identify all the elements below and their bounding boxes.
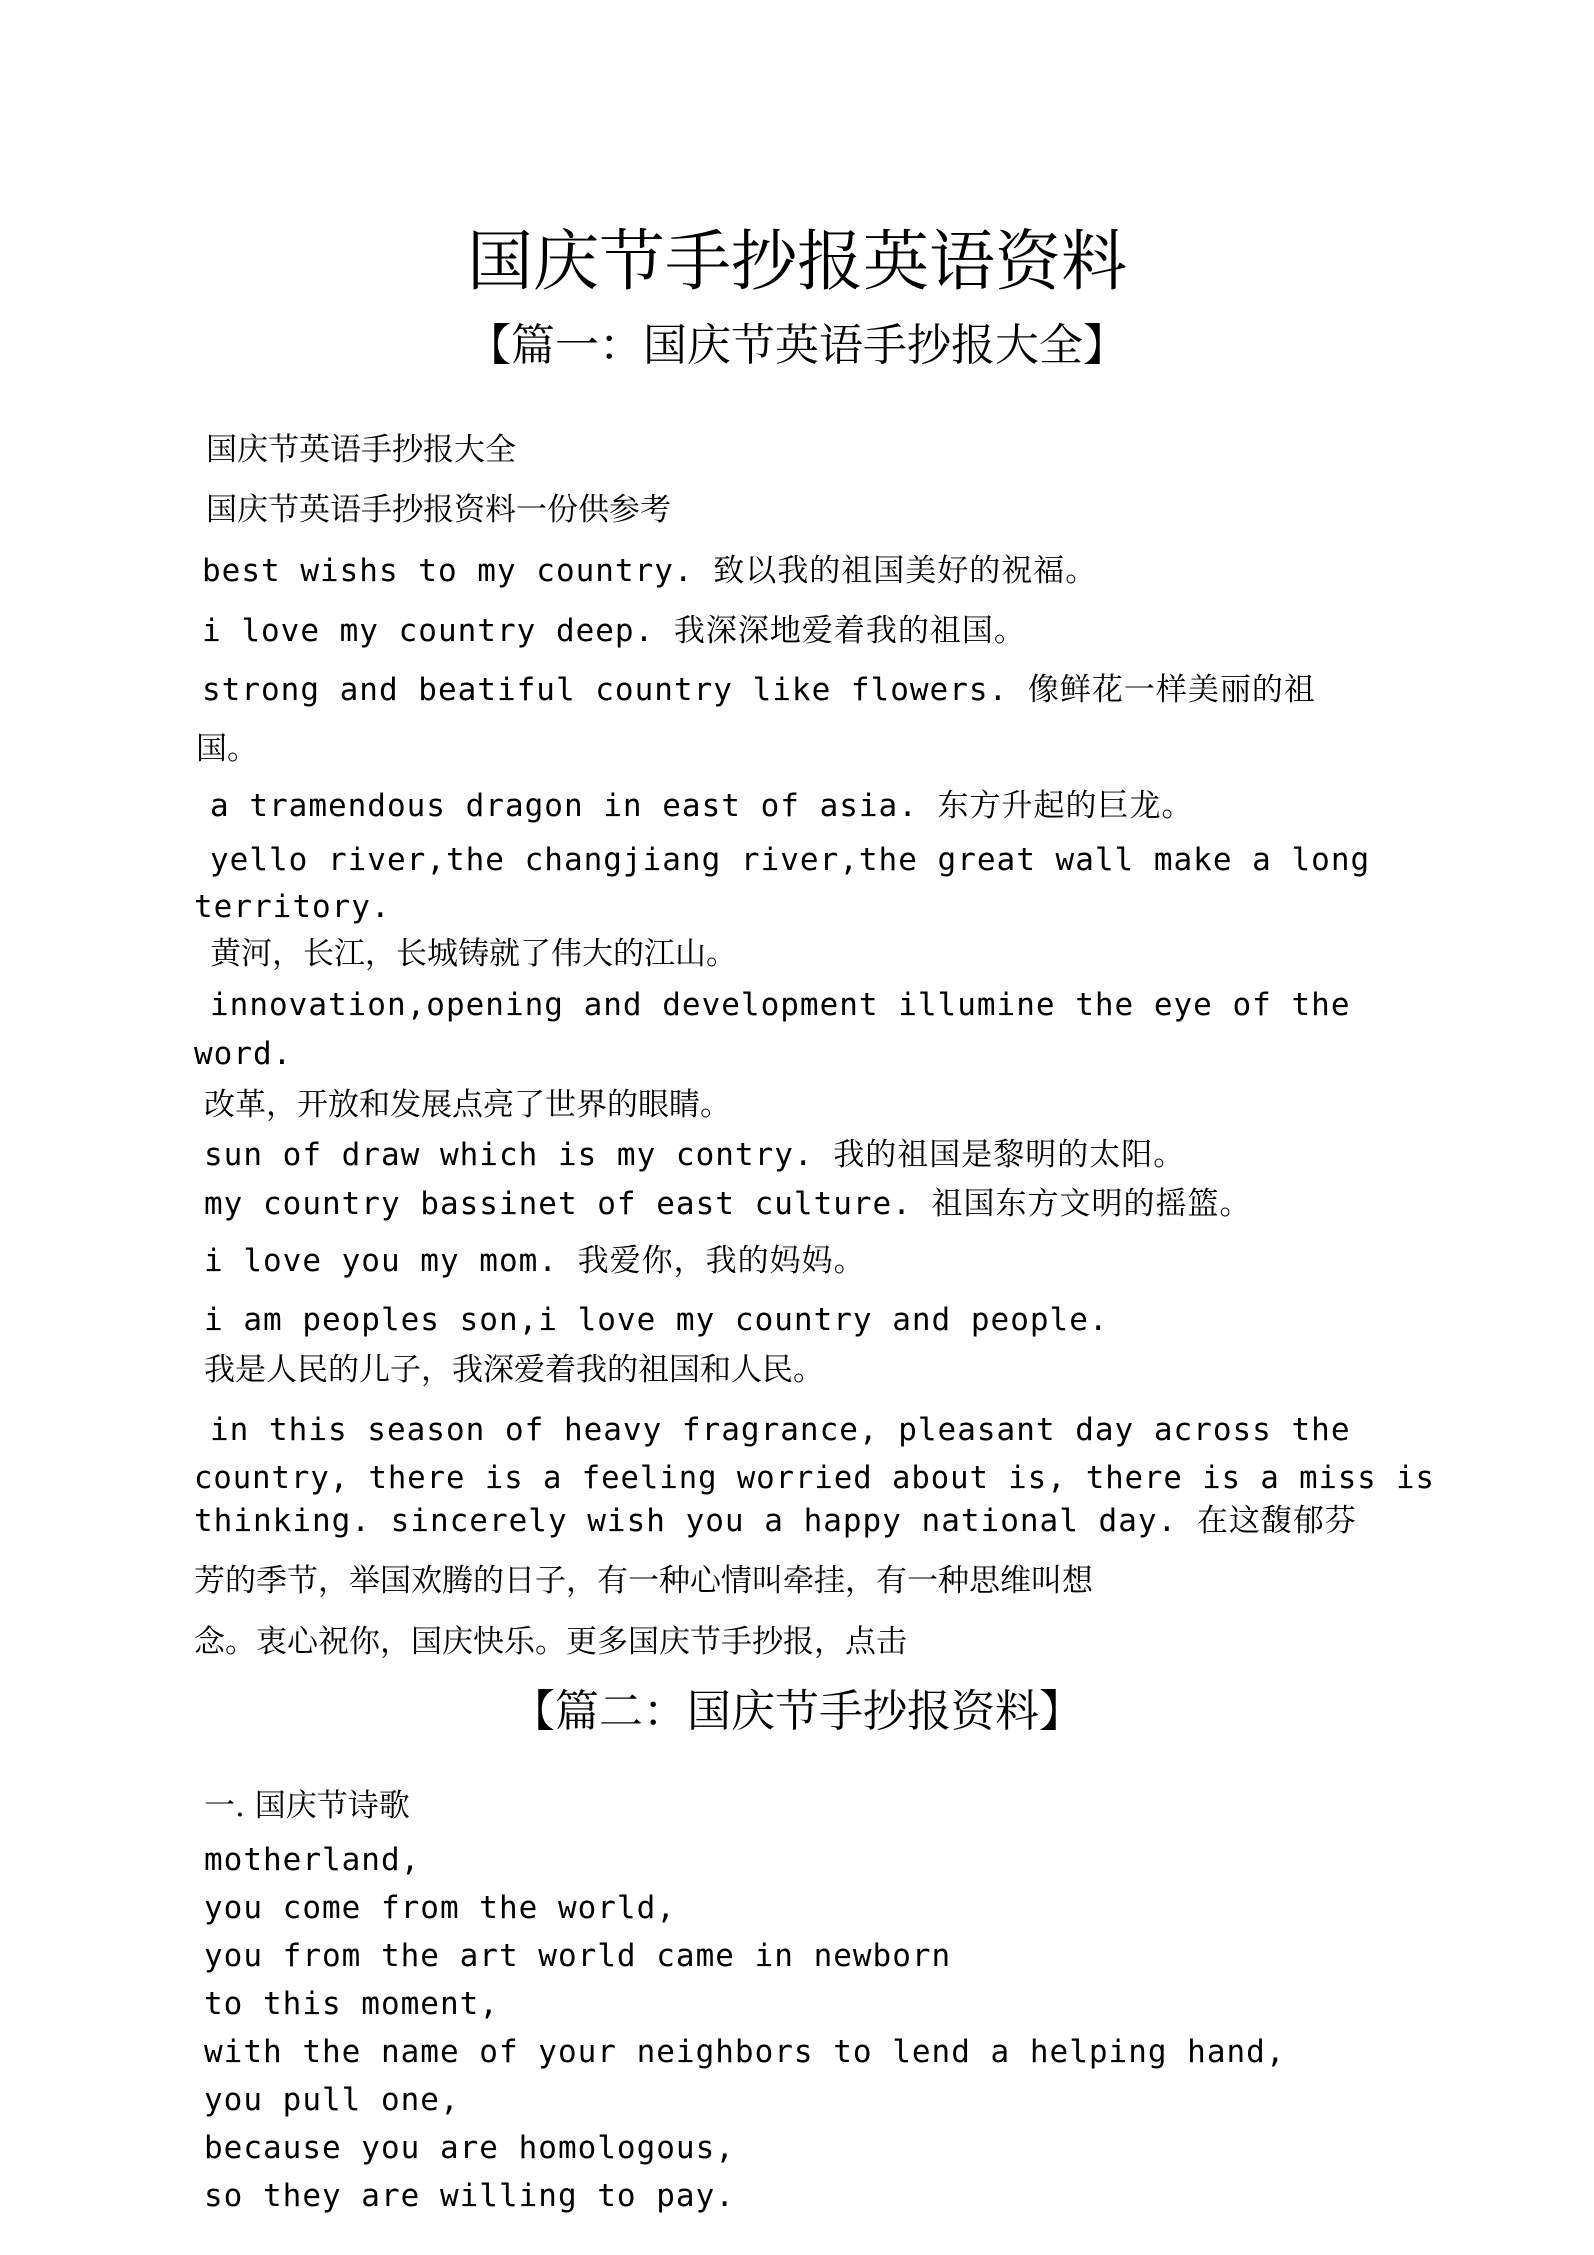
section-heading-1: 【篇一：国庆节英语手抄报大全】 bbox=[467, 320, 1127, 371]
text-line: a tramendous dragon in east of asia. 东方升起的巨龙。 bbox=[210, 788, 1194, 824]
text-line: i am peoples son,i love my country and people. bbox=[204, 1302, 1109, 1338]
text-line: country, there is a feeling worried about is, there is a miss is bbox=[194, 1460, 1435, 1496]
text-line: 改革，开放和发展点亮了世界的眼睛。 bbox=[204, 1087, 731, 1123]
document-title: 国庆节手抄报英语资料 bbox=[467, 223, 1127, 300]
text-line: with the name of your neighbors to lend a helping hand, bbox=[204, 2034, 1286, 2070]
text-line: 芳的季节，举国欢腾的日子，有一种心情叫牵挂，有一种思维叫想 bbox=[194, 1563, 1093, 1599]
text-line: you from the art world came in newborn bbox=[204, 1938, 952, 1974]
text-line: i love you my mom. 我爱你，我的妈妈。 bbox=[204, 1243, 866, 1279]
text-line: in this season of heavy fragrance, pleasant day across the bbox=[210, 1412, 1351, 1448]
text-line: motherland, bbox=[204, 1842, 421, 1878]
text-line: innovation,opening and development illumine the eye of the bbox=[210, 987, 1351, 1023]
text-line: sun of draw which is my contry. 我的祖国是黎明的太阳。 bbox=[204, 1137, 1186, 1173]
text-line: 黄河，长江，长城铸就了伟大的江山。 bbox=[210, 936, 737, 972]
text-line: best wishs to my country. 致以我的祖国美好的祝福。 bbox=[202, 553, 1098, 589]
text-line: 我是人民的儿子，我深爱着我的祖国和人民。 bbox=[204, 1352, 824, 1388]
text-line: you pull one, bbox=[204, 2082, 460, 2118]
text-line: word. bbox=[194, 1036, 293, 1072]
text-line: strong and beatiful country like flowers. 像鲜花一样美丽的祖 bbox=[202, 672, 1316, 708]
text-line: so they are willing to pay. bbox=[204, 2178, 735, 2214]
text-line: 国庆节英语手抄报大全 bbox=[206, 432, 516, 468]
text-line: thinking. sincerely wish you a happy national day. 在这馥郁芬 bbox=[194, 1503, 1357, 1539]
text-line: territory. bbox=[194, 889, 391, 925]
text-line: because you are homologous, bbox=[204, 2130, 735, 2166]
text-line: 念。衷心祝你，国庆快乐。更多国庆节手抄报，点击 bbox=[194, 1624, 907, 1660]
text-line: to this moment, bbox=[204, 1986, 499, 2022]
text-line: i love my country deep. 我深深地爱着我的祖国。 bbox=[202, 613, 1026, 649]
text-line: 一. 国庆节诗歌 bbox=[204, 1788, 410, 1824]
text-line: 国庆节英语手抄报资料一份供参考 bbox=[206, 492, 671, 528]
text-line: 国。 bbox=[196, 731, 258, 767]
text-line: my country bassinet of east culture. 祖国东方文明的摇篮。 bbox=[204, 1186, 1252, 1222]
text-line: yello river,the changjiang river,the great wall make a long bbox=[210, 842, 1371, 878]
section-heading-2: 【篇二：国庆节手抄报资料】 bbox=[511, 1686, 1083, 1737]
text-line: you come from the world, bbox=[204, 1890, 676, 1926]
